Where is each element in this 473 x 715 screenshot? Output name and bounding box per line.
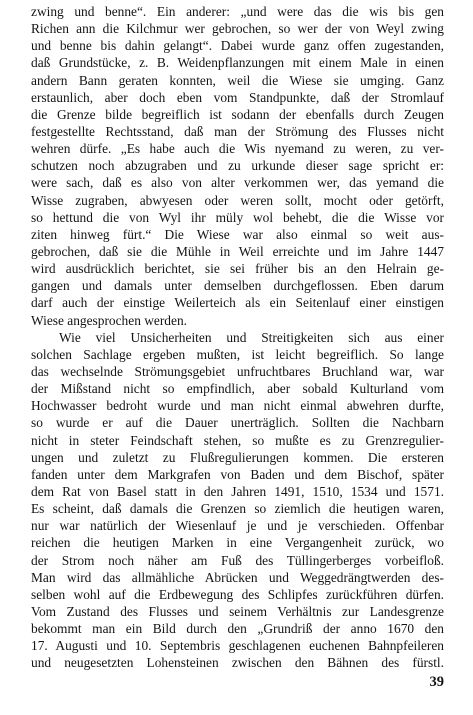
text-line: fanden unter dem Markgrafen von Baden und dem Bischof, später [31, 466, 444, 482]
text-line: Es scheint, daß damals die Grenzen so ziemlich die heutigen waren, [31, 501, 444, 517]
page-text [31, 3, 444, 671]
text-line: ziten hinweg fürt.“ Die Wiese war also einmal so weit aus- [31, 226, 444, 242]
text-line: die Grenze bilde begreiflich ist sodann der ebenfalls durch Zeugen [31, 106, 444, 122]
text-line: bekommt man ein Bild durch den „Grundriß der anno 1670 den [31, 621, 444, 637]
text-line: dem Rat von Basel statt in den Jahren 1491, 1510, 1534 und 1571. [31, 483, 444, 499]
text-line: Richen ann die Kilchmur wer gebrochen, so wer der von Weyl zwing [31, 21, 444, 37]
text-line: Wie viel Unsicherheiten und Streitigkeiten sich aus einer [59, 329, 444, 345]
text-line: Wiese angesprochen werden. [31, 312, 187, 328]
text-line: so wurde er auf die Dauer unerträglich. Sollten die Nachbarn [31, 415, 444, 431]
text-line: ungen und zuletzt zu Flußregulierungen kommen. Die ersteren [31, 449, 444, 465]
text-line: nur war natürlich der Wiesenlauf je und je verschieden. Offenbar [31, 518, 444, 534]
text-line: darf auch der einstige Weilerteich als ein Seitenlauf einer einstigen [31, 295, 444, 311]
text-line: andern Bann geraten konnten, weil die Wiese sie umging. Ganz [31, 72, 444, 88]
text-line: wehren dürfe. „Es habe auch die Wis nyemand zu weren, zu ver- [31, 141, 444, 157]
text-line: Man wird das allmähliche Abrücken und Weggedrängtwerden des- [31, 569, 444, 585]
text-line: so hettund die von Wyl ihr müly wol behebt, die die Wisse vor [31, 209, 444, 225]
text-line: schutzen noch abzugraben und zu urkunde dieser sage spricht er: [31, 158, 444, 174]
text-line: selben wohl auf die Erdbewegung des Schlipfes zurückführen dürfen. [31, 586, 444, 602]
text-line: Wisse zugraben, abwyesen oder weren sollt, mocht oder getörft, [31, 192, 444, 208]
text-line: daß Grundstücke, z. B. Weidenpflanzungen mit einem Male in einen [31, 55, 444, 71]
text-line: nicht in steter Feindschaft stehen, so mußte es zu Grenzregulier- [31, 432, 444, 448]
text-line: das wechselnde Strömungsgebiet unfruchtbares Bruchland war, war [31, 363, 444, 379]
text-line: reichen die heutigen Marken in eine Vergangenheit zurück, wo [31, 535, 444, 551]
paragraph [31, 329, 444, 672]
text-line: der Mißstand nicht so empfindlich, aber sobald Kulturland vom [31, 381, 444, 397]
paragraph [31, 3, 444, 329]
text-line: Hochwasser bedroht wurde und man nicht einmal abwehren durfte, [31, 398, 444, 414]
text-line: und benne bis dahin gelangt“. Dabei wurde ganz offen zugestanden, [31, 38, 444, 54]
text-line: 17. Augusti und 10. Septembris geschlagenen euchenen Bahnpfeileren [31, 638, 444, 654]
text-line: were sach, daß es also von alter verkommen wer, das yemand die [31, 175, 444, 191]
page-number: 39 [429, 674, 444, 690]
text-line: gebrochen, daß sie die Mühle in Weil erreichte und im Jahre 1447 [31, 243, 444, 259]
text-line: solchen Sachlage ergeben mußten, ist leicht begreiflich. So lange [31, 346, 444, 362]
text-line: gangen und damals unter demselben durchgeflossen. Eben darum [31, 278, 444, 294]
text-line: erstaunlich, aber doch eben vom Standpunkte, daß der Stromlauf [31, 89, 444, 105]
text-line: wird ausdrücklich berichtet, sie sei früher bis an den Helrain ge- [31, 261, 444, 277]
text-line: zwing und benne“. Ein anderer: „und were das die wis bis gen [31, 4, 444, 19]
text-line: Vom Zustand des Flusses und seinem Verhältnis zur Landesgrenze [31, 603, 444, 619]
text-line: und neugesetzten Lohensteinen zwischen den Bähnen des fürstl. [31, 655, 444, 671]
text-line: festgestellte Rechtsstand, daß man der Strömung des Flusses nicht [31, 123, 444, 139]
text-line: der Strom noch näher am Fuß des Tüllingerberges vorbeifloß. [31, 552, 444, 568]
